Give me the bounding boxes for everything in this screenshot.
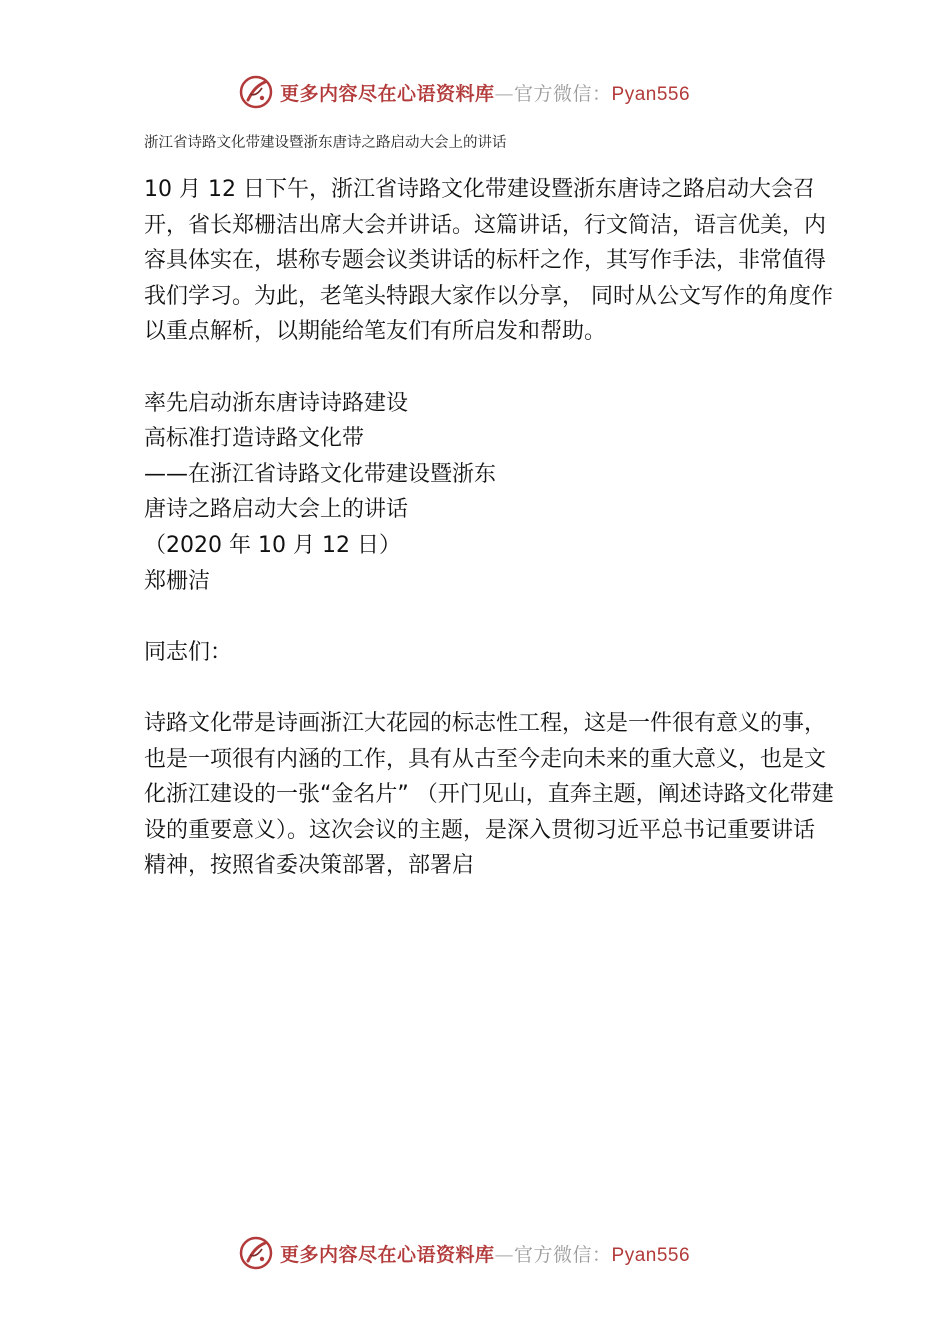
body-paragraph: 诗路文化带是诗画浙江大花园的标志性工程，这是一件很有意义的事，也是一项很有内涵的工作，具有从古至今走向未来的重大意义，也是文化浙江建设的一张“金名片” （开门见山，直奔主题，阐述诗路文化带建设的重要意义）。这次会议的主题，是深入贯彻习近平总书记重要讲话精神，按照省委决策部署，部署启	[144, 710, 834, 879]
banner-wechat-id: Pyan556	[611, 83, 691, 105]
header-banner	[238, 72, 758, 112]
document-header: 浙江省诗路文化带建设暨浙东唐诗之路启动大会上的讲话	[144, 135, 507, 151]
banner-wechat-label: 官方微信：	[514, 82, 612, 105]
speech-subtitle-line: 唐诗之路启动大会上的讲话	[144, 497, 409, 523]
speech-title-line: 高标准打造诗路文化带	[144, 426, 365, 452]
speech-date: （2020 年 10 月 12 日）	[144, 532, 401, 558]
banner-text	[280, 1240, 690, 1267]
speech-title-line: 率先启动浙东唐诗诗路建设	[144, 390, 409, 416]
banner-separator: —	[494, 82, 515, 105]
brush-logo-icon	[238, 74, 274, 110]
document-body	[144, 172, 834, 884]
banner-wechat-label: 官方微信：	[514, 1243, 612, 1266]
speech-subtitle-line: ——在浙江省诗路文化带建设暨浙东	[144, 461, 497, 487]
speaker-name: 郑栅洁	[144, 568, 211, 594]
banner-separator: —	[494, 1243, 515, 1266]
banner-brand: 更多内容尽在心语资料库	[280, 82, 495, 105]
footer-banner	[238, 1233, 758, 1273]
salutation: 同志们：	[144, 639, 233, 665]
intro-paragraph: 10 月 12 日下午，浙江省诗路文化带建设暨浙东唐诗之路启动大会召开，省长郑栅洁出席大会并讲话。这篇讲话，行文简洁，语言优美，内容具体实在，堪称专题会议类讲话的标杆之作，其写作手法，非常值得我们学习。为此，老笔头特跟大家作以分享， 同时从公文写作的角度作以重点解析，以期能给笔友们有所启发和帮助。	[144, 177, 833, 345]
banner-text	[280, 79, 690, 106]
banner-wechat-id: Pyan556	[611, 1244, 691, 1266]
banner-brand: 更多内容尽在心语资料库	[280, 1243, 495, 1266]
brush-logo-icon	[238, 1235, 274, 1271]
